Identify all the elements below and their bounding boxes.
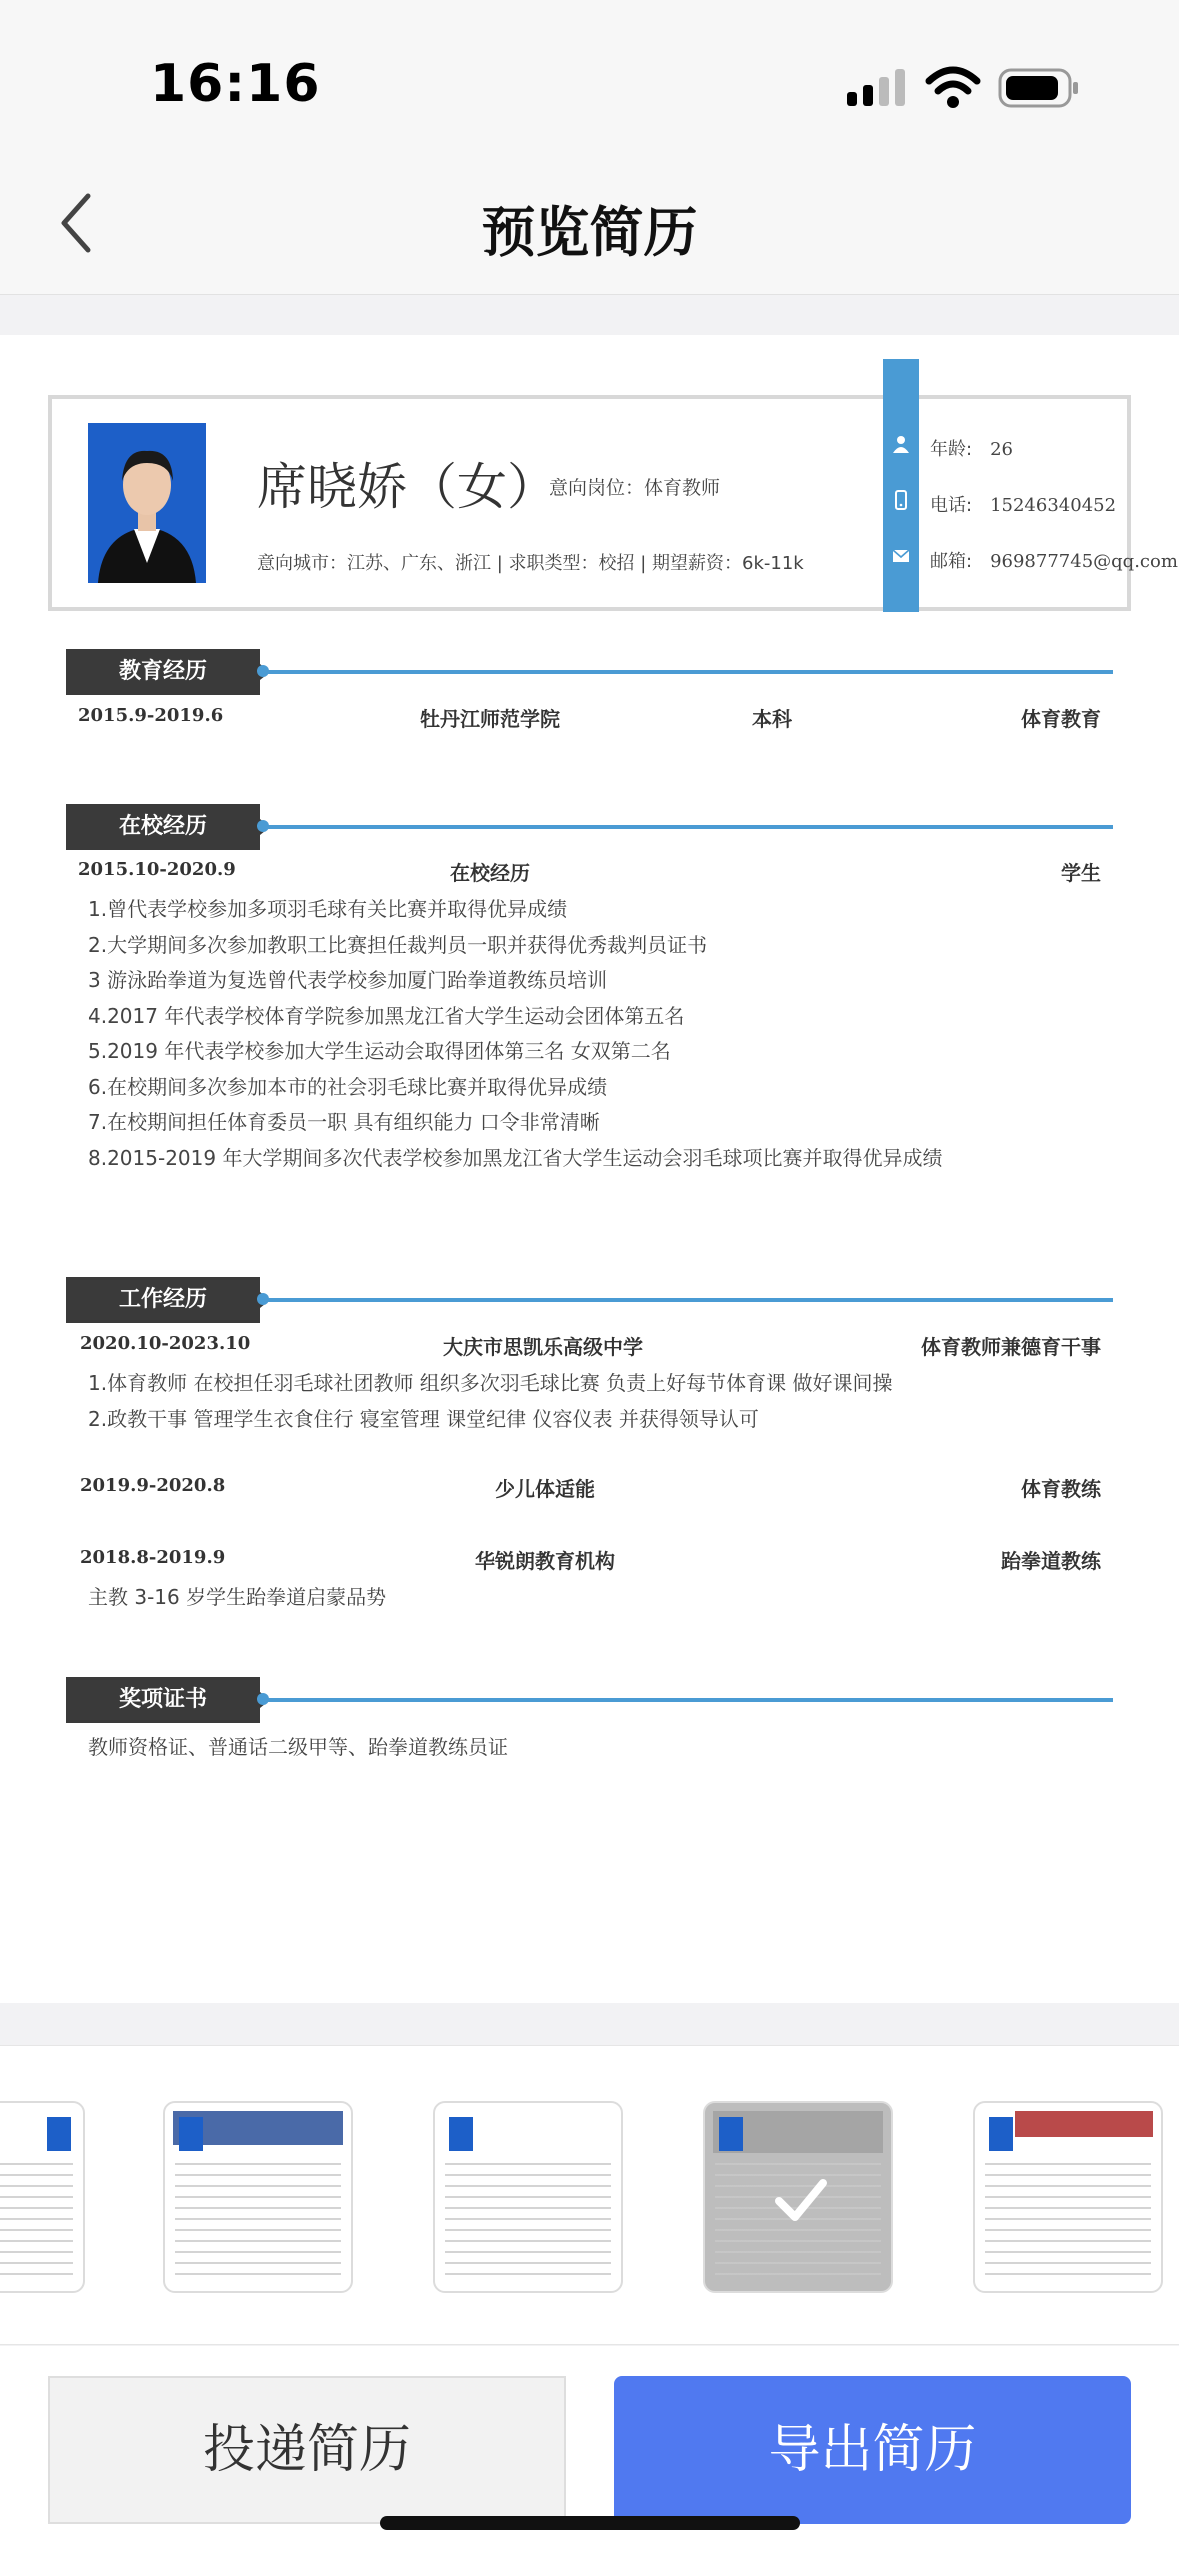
template-header — [1015, 2111, 1153, 2137]
awards-text: 教师资格证、普通话二级甲等、跆拳道教练员证 — [88, 1735, 508, 1759]
template-thumb-5[interactable] — [973, 2101, 1163, 2293]
profile-photo — [88, 423, 206, 583]
section-education: 教育经历 — [66, 649, 260, 695]
template-photo — [179, 2117, 203, 2151]
deliver-resume-button[interactable]: 投递简历 — [48, 2376, 566, 2524]
list-item: 3 游泳跆拳道为复选曾代表学校参加厦门跆拳道教练员培训 — [88, 968, 608, 992]
list-item: 1.曾代表学校参加多项羽毛球有关比赛并取得优异成绩 — [88, 897, 568, 921]
resume-preview — [0, 335, 1179, 2003]
template-photo — [719, 2117, 743, 2151]
contact-age — [930, 435, 1013, 461]
template-lines — [175, 2163, 341, 2281]
list-item: 8.2015-2019 年大学期间多次代表学校参加黑龙江省大学生运动会羽毛球项比赛并取得优异成绩 — [88, 1146, 943, 1170]
email-value: 969877745@qq.com — [990, 551, 1178, 572]
template-lines — [985, 2163, 1151, 2281]
template-photo — [989, 2117, 1013, 2151]
phone-value: 15246340452 — [990, 495, 1117, 516]
work-role: 体育教练 — [1021, 1477, 1101, 1501]
page-title: 预览简历 — [481, 201, 698, 264]
education-school: 牡丹江师范学院 — [420, 707, 560, 731]
section-divider — [260, 1298, 1113, 1302]
education-date: 2015.9-2019.6 — [78, 705, 224, 726]
list-item: 1.体育教师 在校担任羽毛球社团教师 组织多次羽毛球比赛 负责上好每节体育课 做好课间操 — [88, 1371, 893, 1395]
section-campus: 在校经历 — [66, 804, 260, 850]
template-thumb-1[interactable] — [0, 2101, 85, 2293]
nav-bar — [0, 150, 1179, 295]
email-icon — [890, 545, 912, 567]
template-photo — [449, 2117, 473, 2151]
contact-strip — [883, 359, 919, 612]
phone-icon — [890, 489, 912, 511]
campus-name: 在校经历 — [450, 861, 530, 885]
template-thumb-4-selected[interactable] — [703, 2101, 893, 2293]
age-label: 年龄: — [930, 439, 973, 460]
candidate-name: 席晓娇（女） — [257, 458, 557, 516]
export-resume-button[interactable]: 导出简历 — [614, 2376, 1131, 2524]
template-photo — [47, 2117, 71, 2151]
section-awards: 奖项证书 — [66, 1677, 260, 1723]
work-date: 2018.8-2019.9 — [80, 1547, 226, 1568]
phone-label: 电话: — [930, 495, 973, 516]
job-preferences: 意向城市：江苏、广东、浙江 | 求职类型：校招 | 期望薪资：6k-11k — [257, 553, 804, 574]
status-bar — [0, 0, 1179, 150]
resume-header — [48, 395, 1178, 611]
list-item: 5.2019 年代表学校参加大学生运动会取得团体第三名 女双第二名 — [88, 1039, 671, 1063]
contact-phone — [930, 491, 1116, 517]
list-item: 2.大学期间多次参加教职工比赛担任裁判员一职并获得优秀裁判员证书 — [88, 933, 708, 957]
work-company: 华锐朗教育机构 — [475, 1549, 615, 1573]
status-time: 16:16 — [150, 54, 321, 114]
person-icon — [890, 433, 912, 455]
contact-email — [930, 547, 1178, 573]
education-major: 体育教育 — [1021, 707, 1101, 731]
template-selector[interactable] — [0, 2045, 1179, 2345]
list-item: 7.在校期间担任体育委员一职 具有组织能力 口令非常清晰 — [88, 1110, 600, 1134]
template-lines — [0, 2163, 73, 2281]
work-role: 跆拳道教练 — [1001, 1549, 1101, 1573]
list-item: 主教 3-16 岁学生跆拳道启蒙品势 — [88, 1585, 387, 1609]
work-company: 少儿体适能 — [495, 1477, 595, 1501]
work-company: 大庆市思凯乐高级中学 — [443, 1335, 643, 1359]
checkmark-icon — [773, 2171, 829, 2227]
list-item: 2.政教干事 管理学生衣食住行 寝室管理 课堂纪律 仪容仪表 并获得领导认可 — [88, 1407, 759, 1431]
education-degree: 本科 — [752, 707, 792, 731]
section-divider — [260, 1698, 1113, 1702]
work-date: 2020.10-2023.10 — [80, 1333, 251, 1354]
battery-icon — [998, 68, 1080, 108]
section-work: 工作经历 — [66, 1277, 260, 1323]
template-thumb-3[interactable] — [433, 2101, 623, 2293]
list-item: 4.2017 年代表学校体育学院参加黑龙江省大学生运动会团体第五名 — [88, 1004, 685, 1028]
template-thumb-2[interactable] — [163, 2101, 353, 2293]
campus-role: 学生 — [1061, 861, 1101, 885]
work-date: 2019.9-2020.8 — [80, 1475, 226, 1496]
wifi-icon — [925, 65, 981, 109]
campus-date: 2015.10-2020.9 — [78, 859, 236, 880]
work-role: 体育教师兼德育干事 — [921, 1335, 1101, 1359]
template-lines — [445, 2163, 611, 2281]
home-indicator — [380, 2516, 800, 2530]
age-value: 26 — [990, 439, 1013, 460]
job-intent: 意向岗位：体育教师 — [549, 477, 721, 499]
section-divider — [260, 825, 1113, 829]
list-item: 6.在校期间多次参加本市的社会羽毛球比赛并取得优异成绩 — [88, 1075, 608, 1099]
cellular-signal-icon — [845, 68, 907, 108]
section-divider — [260, 670, 1113, 674]
email-label: 邮箱: — [930, 551, 973, 572]
